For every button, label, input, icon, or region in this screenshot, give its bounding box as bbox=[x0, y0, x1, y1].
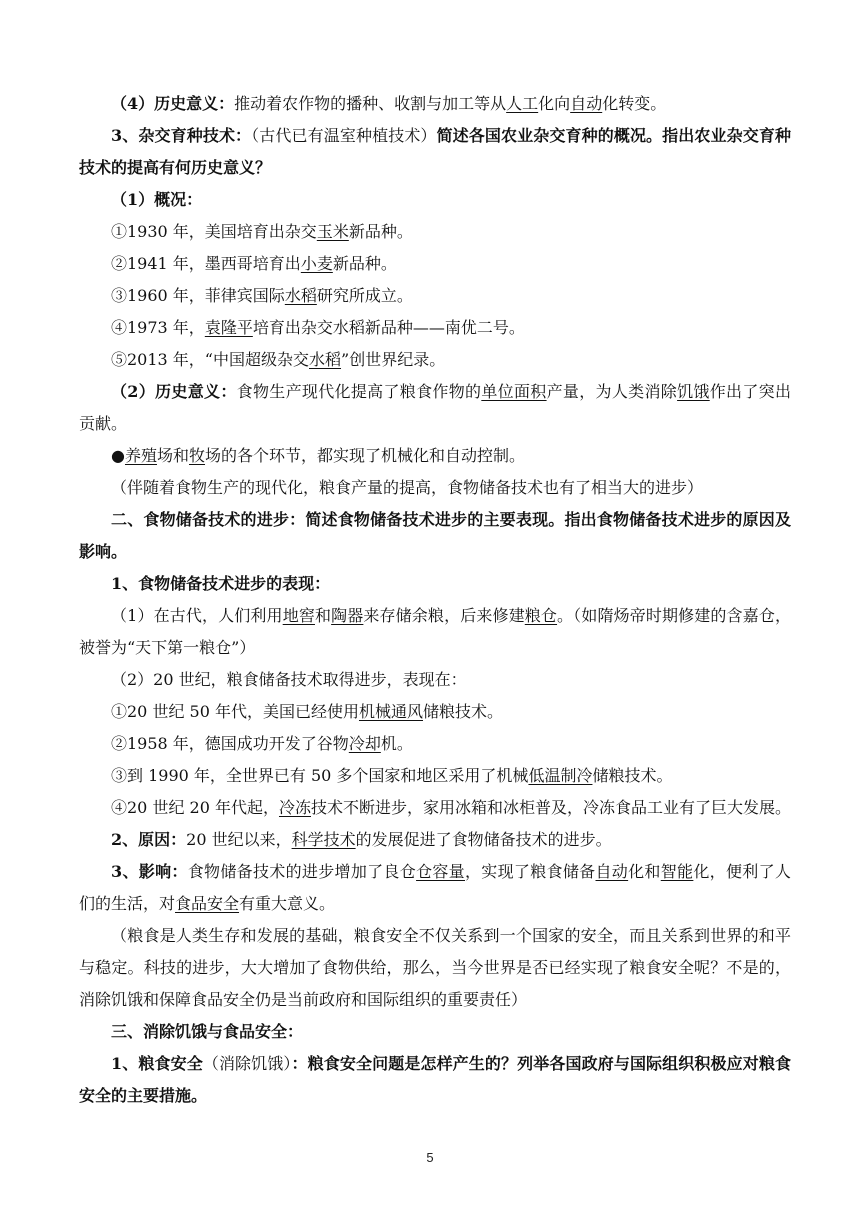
underlined-term: 单位面积 bbox=[481, 382, 547, 401]
paragraph bbox=[79, 88, 791, 120]
underlined-term: 食品安全 bbox=[175, 894, 240, 913]
paragraph bbox=[79, 856, 791, 920]
question-text: 简述各国农业杂交育种的概况。指出农业杂交育种技术的提高有何历史意义？ bbox=[79, 126, 791, 177]
paragraph bbox=[79, 664, 791, 696]
text: 有重大意义。 bbox=[239, 894, 336, 913]
text: （消除饥饿） bbox=[202, 1054, 292, 1073]
text: 新品种。 bbox=[348, 222, 413, 241]
text: ②1958 年，德国成功开发了谷物 bbox=[111, 734, 349, 753]
paragraph bbox=[79, 568, 791, 600]
subheading: 1、食物储备技术进步的表现： bbox=[111, 574, 331, 593]
underlined-term: 科学技术 bbox=[291, 830, 356, 849]
list-item bbox=[79, 792, 791, 824]
underlined-term: 袁隆平 bbox=[204, 318, 253, 337]
list-item bbox=[79, 216, 791, 248]
note-text: （粮食是人类生存和发展的基础，粮食安全不仅关系到一个国家的安全，而且关系到世界的和平与稳定。科技的进步，大大增加了食物供给，那么，当今世界是否已经实现了粮食安全呢？不是的，消除饥饿和保障食品安全仍是当前政府和国际组织的重要责任） bbox=[79, 926, 791, 1009]
underlined-term: 饥饿 bbox=[677, 382, 710, 401]
subheading: （1）概况： bbox=[111, 190, 203, 209]
heading-text: 三、消除饥饿与食品安全： bbox=[111, 1022, 304, 1041]
text: 化向 bbox=[538, 94, 571, 113]
text: 技术不断进步，家用冰箱和冰柜普及，冷冻食品工业有了巨大发展。 bbox=[311, 798, 792, 817]
underlined-term: 机械通风 bbox=[358, 702, 423, 721]
text: 新品种。 bbox=[332, 254, 397, 273]
text: ③到 1990 年，全世界已有 50 多个国家和地区采用了机械 bbox=[111, 766, 529, 785]
text: 培育出杂交水稻新品种——南优二号。 bbox=[252, 318, 525, 337]
underlined-term: 人工 bbox=[506, 94, 539, 113]
text: 来存储余粮，后来修建 bbox=[363, 606, 525, 625]
underlined-term: 玉米 bbox=[316, 222, 349, 241]
text: ，实现了粮食储备 bbox=[465, 862, 596, 881]
list-item bbox=[79, 312, 791, 344]
underlined-term: 陶器 bbox=[331, 606, 364, 625]
paragraph bbox=[79, 184, 791, 216]
list-item bbox=[79, 280, 791, 312]
text: （2）20 世纪，粮食储备技术取得进步，表现在： bbox=[111, 670, 467, 689]
text: 作出了突出贡献。 bbox=[79, 382, 791, 433]
text: 。（如隋炀帝时期修建的含嘉仓，被誉为“天下第一粮仓”） bbox=[79, 606, 791, 657]
paragraph bbox=[79, 824, 791, 856]
underlined-term: 水稻 bbox=[284, 286, 317, 305]
text: ⑤2013 年，“中国超级杂交 bbox=[111, 350, 309, 369]
subheading: 1、粮食安全 bbox=[111, 1054, 203, 1073]
text: ②1941 年，墨西哥培育出 bbox=[111, 254, 301, 273]
text: ①20 世纪 50 年代，美国已经使用 bbox=[111, 702, 359, 721]
underlined-term: 自动 bbox=[570, 94, 603, 113]
text: 推动着农作物的播种、收割与加工等从 bbox=[234, 94, 507, 113]
paragraph bbox=[79, 1048, 791, 1112]
underlined-term: 粮仓 bbox=[524, 606, 558, 625]
subheading: 3、杂交育种技术： bbox=[111, 126, 252, 145]
underlined-term: 冷冻 bbox=[278, 798, 311, 817]
paragraph bbox=[79, 120, 791, 184]
list-item bbox=[79, 760, 791, 792]
text: ④20 世纪 20 年代起， bbox=[111, 798, 279, 817]
underlined-term: 低温制冷 bbox=[528, 766, 593, 785]
list-item bbox=[79, 248, 791, 280]
text: 机。 bbox=[380, 734, 413, 753]
bullet-icon: ● bbox=[111, 446, 125, 465]
text: 储粮技术。 bbox=[592, 766, 673, 785]
text: 食物生产现代化提高了粮食作物的 bbox=[236, 382, 482, 401]
list-item bbox=[79, 344, 791, 376]
list-item bbox=[79, 728, 791, 760]
page-number: 5 bbox=[426, 1150, 434, 1165]
text: 研究所成立。 bbox=[316, 286, 413, 305]
text: ①1930 年，美国培育出杂交 bbox=[111, 222, 317, 241]
text: 场的各个环节，都实现了机械化和自动控制。 bbox=[205, 446, 526, 465]
question-text: ：粮食安全问题是怎样产生的？列举各国政府与国际组织积极应对粮食安全的主要措施。 bbox=[79, 1054, 791, 1105]
underlined-term: 小麦 bbox=[300, 254, 333, 273]
underlined-term: 水稻 bbox=[309, 350, 342, 369]
text: 储粮技术。 bbox=[423, 702, 504, 721]
underlined-term: 仓容量 bbox=[416, 862, 465, 881]
underlined-term: 养殖 bbox=[124, 446, 157, 465]
paragraph bbox=[79, 920, 791, 1016]
text: 和 bbox=[314, 606, 332, 625]
subheading: （4）历史意义： bbox=[111, 94, 235, 113]
paragraph bbox=[79, 376, 791, 440]
text: 化和 bbox=[628, 862, 661, 881]
underlined-term: 自动 bbox=[595, 862, 629, 881]
subheading: （2）历史意义： bbox=[111, 382, 237, 401]
text: 场和 bbox=[156, 446, 189, 465]
note-text: （伴随着食物生产的现代化，粮食产量的提高，食物储备技术也有了相当大的进步） bbox=[111, 478, 704, 497]
text: 食物储备技术的进步增加了良仓 bbox=[187, 862, 417, 881]
underlined-term: 牧 bbox=[189, 446, 206, 465]
document-body bbox=[79, 88, 791, 1112]
text: 化，便利了人们的生活，对 bbox=[79, 862, 791, 913]
section-heading bbox=[79, 1016, 791, 1048]
text: ”创世界纪录。 bbox=[341, 350, 446, 369]
list-item bbox=[79, 696, 791, 728]
subheading: 3、影响： bbox=[111, 862, 188, 881]
text: （古代已有温室种植技术） bbox=[251, 126, 437, 145]
underlined-term: 冷却 bbox=[348, 734, 381, 753]
text: 20 世纪以来， bbox=[186, 830, 292, 849]
paragraph bbox=[79, 472, 791, 504]
paragraph bbox=[79, 440, 791, 472]
paragraph bbox=[79, 600, 791, 664]
subheading: 2、原因： bbox=[111, 830, 187, 849]
text: （1）在古代，人们利用 bbox=[111, 606, 283, 625]
heading-text: 二、食物储备技术的进步：简述食物储备技术进步的主要表现。指出食物储备技术进步的原因及影响。 bbox=[79, 510, 791, 561]
text: 的发展促进了食物储备技术的进步。 bbox=[355, 830, 612, 849]
text: 产量，为人类消除 bbox=[546, 382, 678, 401]
text: 化转变。 bbox=[602, 94, 667, 113]
section-heading bbox=[79, 504, 791, 568]
underlined-term: 智能 bbox=[660, 862, 694, 881]
underlined-term: 地窖 bbox=[282, 606, 315, 625]
text: ③1960 年，菲律宾国际 bbox=[111, 286, 285, 305]
text: ④1973 年， bbox=[111, 318, 205, 337]
